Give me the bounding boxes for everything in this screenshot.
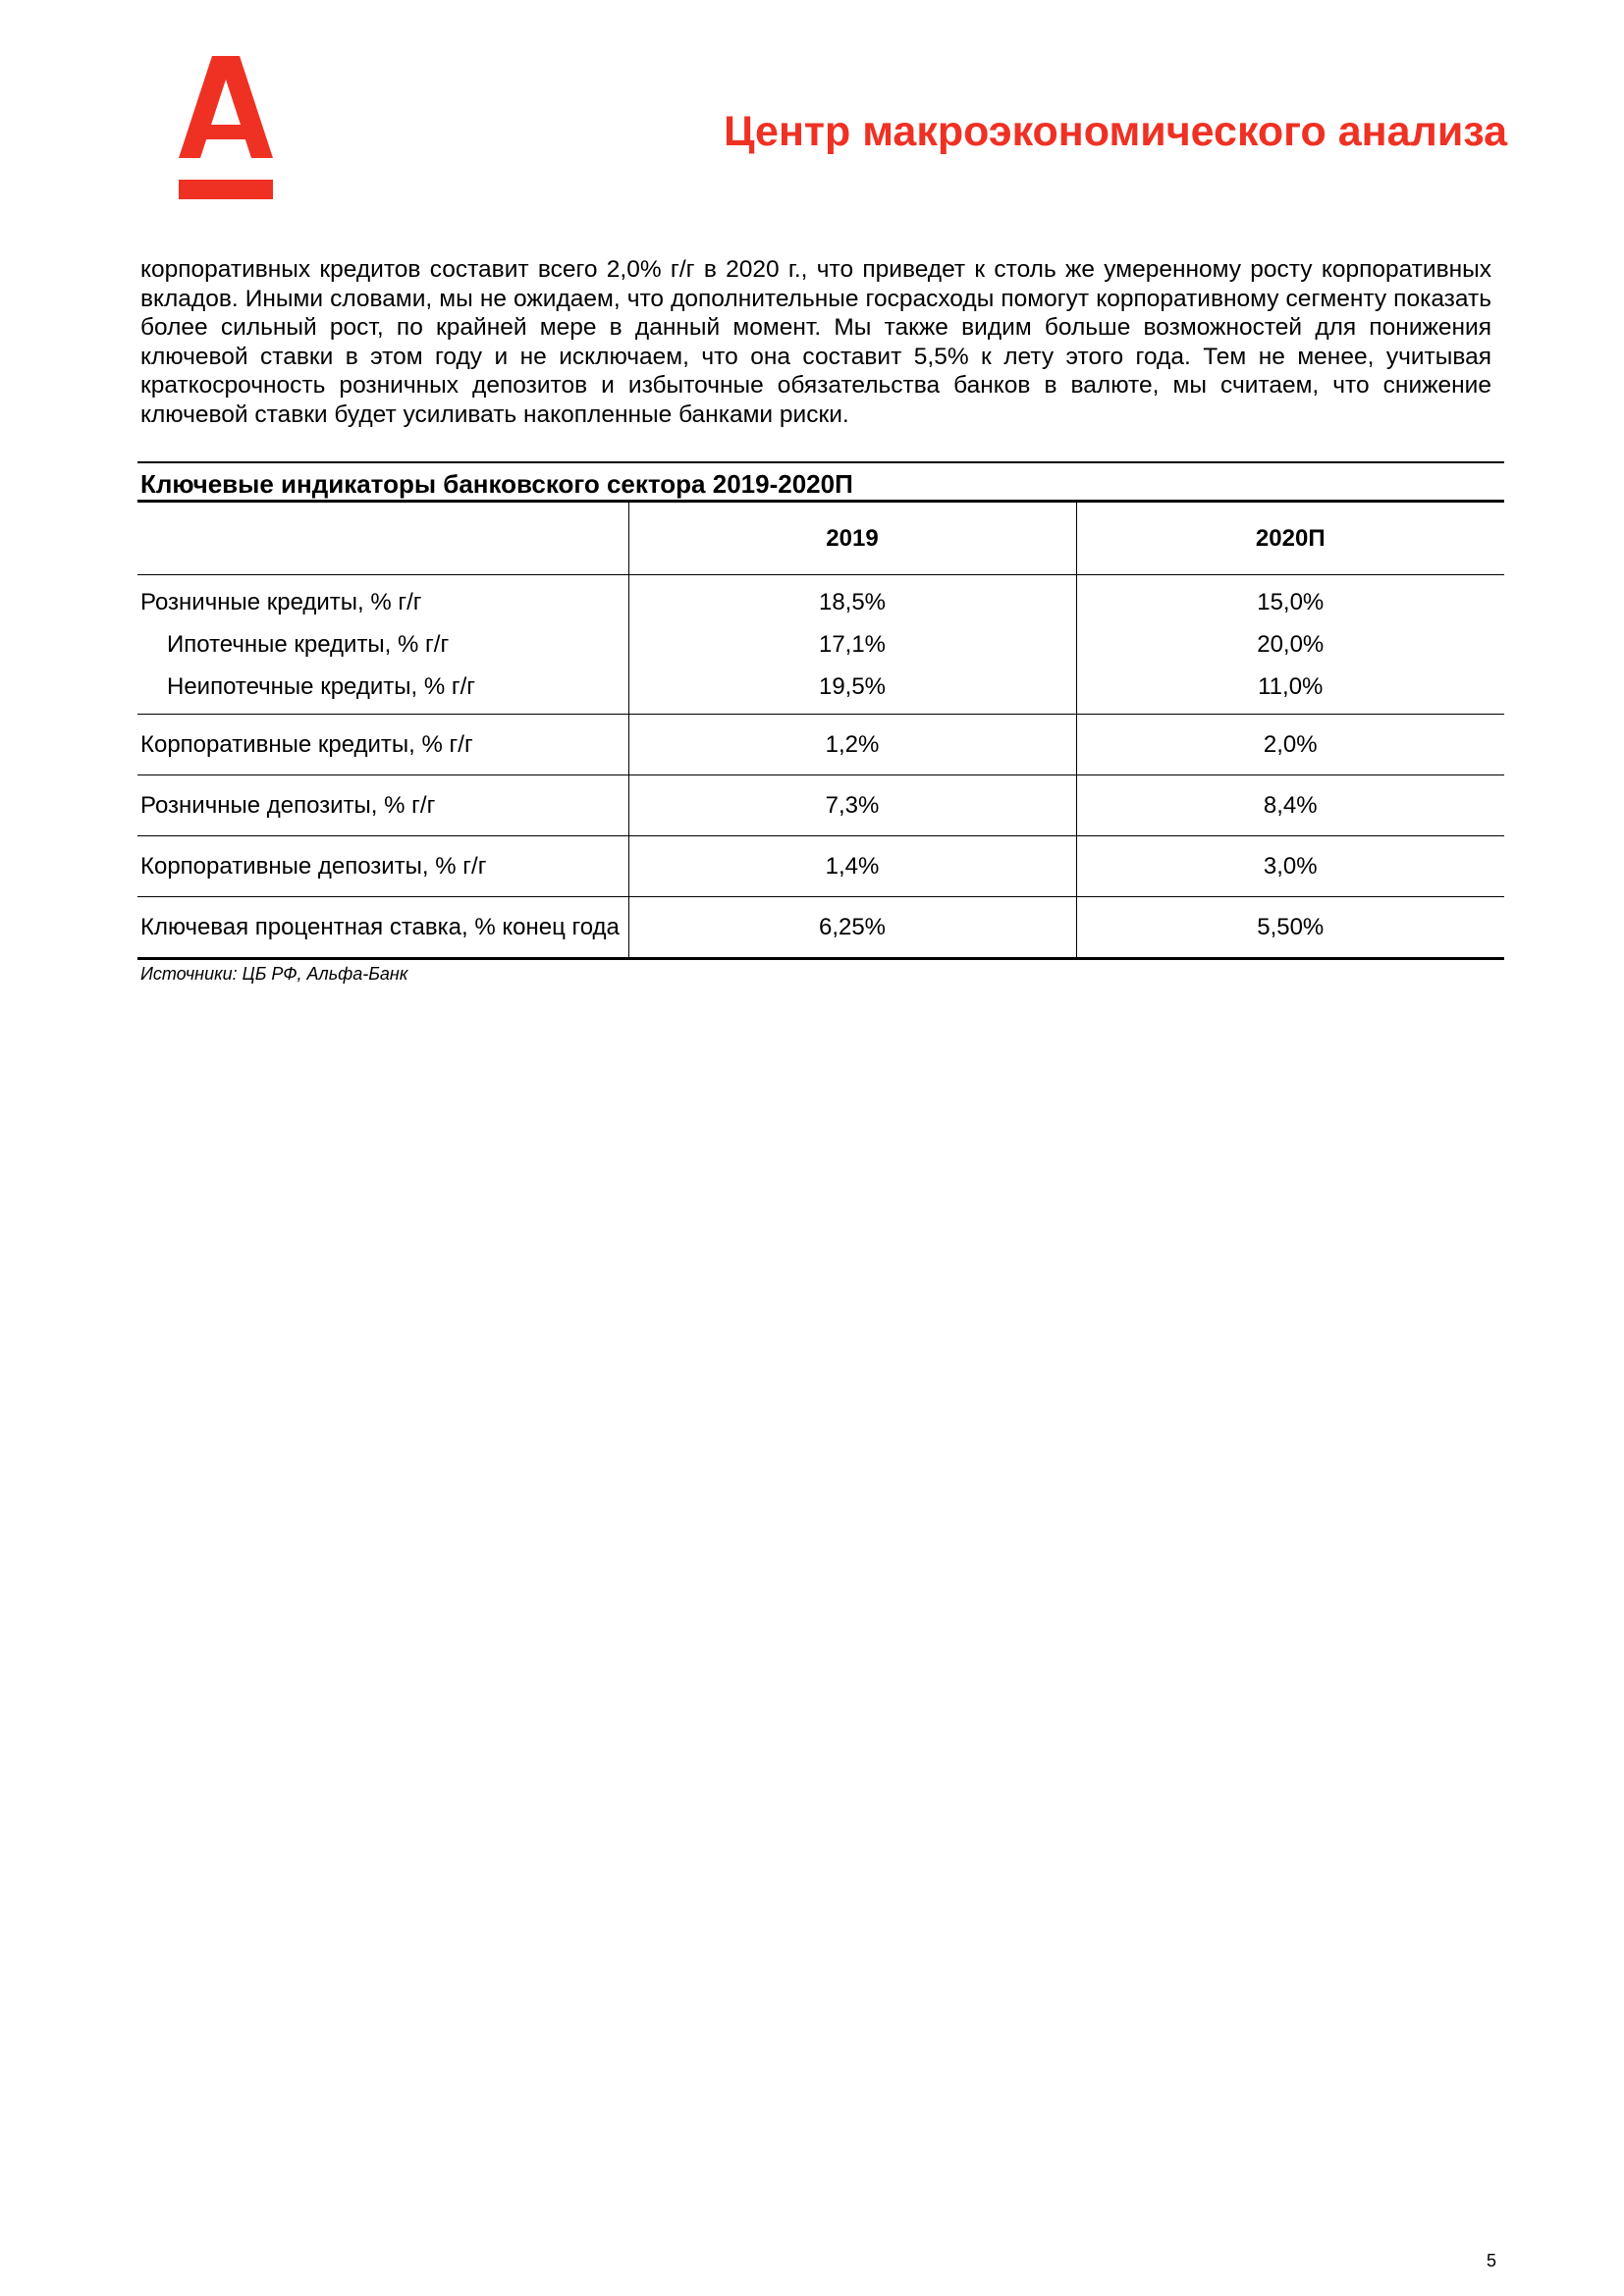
- page-number: 5: [1487, 2251, 1497, 2270]
- table-row: [137, 897, 1504, 959]
- table-row: [137, 715, 1504, 775]
- value-2020: 20,0%: [1076, 623, 1504, 666]
- value-2020: 2,0%: [1076, 715, 1504, 775]
- body-paragraph: корпоративных кредитов составит всего 2,0% г/г в 2020 г., что приведет к столь же умеренному росту корпоративных вкладов. Иными словами, мы не ожидаем, что дополнительные госрасходы помогут корпоративному сегменту показать более сильный рост, по крайней мере в данный момент. Мы также видим больше возможностей для понижения ключевой ставки в этом году и не исключаем, что она составит 5,5% к лету этого года. Тем не менее, учитывая краткосрочность розничных депозитов и избыточные обязательства банков в валюте, мы считаем, что снижение ключевой ставки будет усиливать накопленные банками риски.: [140, 256, 1491, 428]
- row-label: Розничные депозиты, % г/г: [137, 775, 628, 836]
- indicators-table: [137, 503, 1504, 960]
- column-header-2019: 2019: [628, 503, 1076, 575]
- table-row: [137, 775, 1504, 836]
- value-2019: 1,4%: [628, 836, 1076, 897]
- column-header-label: [137, 503, 628, 575]
- table-header-row: [137, 503, 1504, 575]
- table-row: [137, 575, 1504, 624]
- table-source-note: Источники: ЦБ РФ, Альфа-Банк: [140, 964, 408, 984]
- row-label: Неипотечные кредиты, % г/г: [137, 666, 628, 715]
- row-label: Ипотечные кредиты, % г/г: [167, 630, 450, 658]
- table-row: [137, 836, 1504, 897]
- value-2020: 5,50%: [1076, 897, 1504, 959]
- row-label: Корпоративные кредиты, % г/г: [137, 715, 628, 775]
- value-2019: 18,5%: [628, 575, 1076, 624]
- row-label: Корпоративные депозиты, % г/г: [137, 836, 628, 897]
- value-2020: 3,0%: [1076, 836, 1504, 897]
- table-title: Ключевые индикаторы банковского сектора 2019-2020П: [140, 469, 853, 499]
- row-label: Ключевая процентная ставка, % конец года: [137, 897, 628, 959]
- value-2019: 19,5%: [628, 666, 1076, 715]
- value-2020: 11,0%: [1076, 666, 1504, 715]
- alfa-bank-logo: [179, 56, 273, 199]
- value-2020: 15,0%: [1076, 575, 1504, 624]
- value-2019: 7,3%: [628, 775, 1076, 836]
- table-row: [137, 666, 1504, 715]
- indicators-table-block: [137, 461, 1504, 988]
- value-2019: 6,25%: [628, 897, 1076, 959]
- table-row: [137, 623, 1504, 666]
- row-label: Розничные кредиты, % г/г: [140, 588, 422, 615]
- value-2019: 17,1%: [628, 623, 1076, 666]
- page-header-title: Центр макроэкономического анализа: [724, 108, 1507, 155]
- column-header-2020: 2020П: [1076, 503, 1504, 575]
- value-2020: 8,4%: [1076, 775, 1504, 836]
- value-2019: 1,2%: [628, 715, 1076, 775]
